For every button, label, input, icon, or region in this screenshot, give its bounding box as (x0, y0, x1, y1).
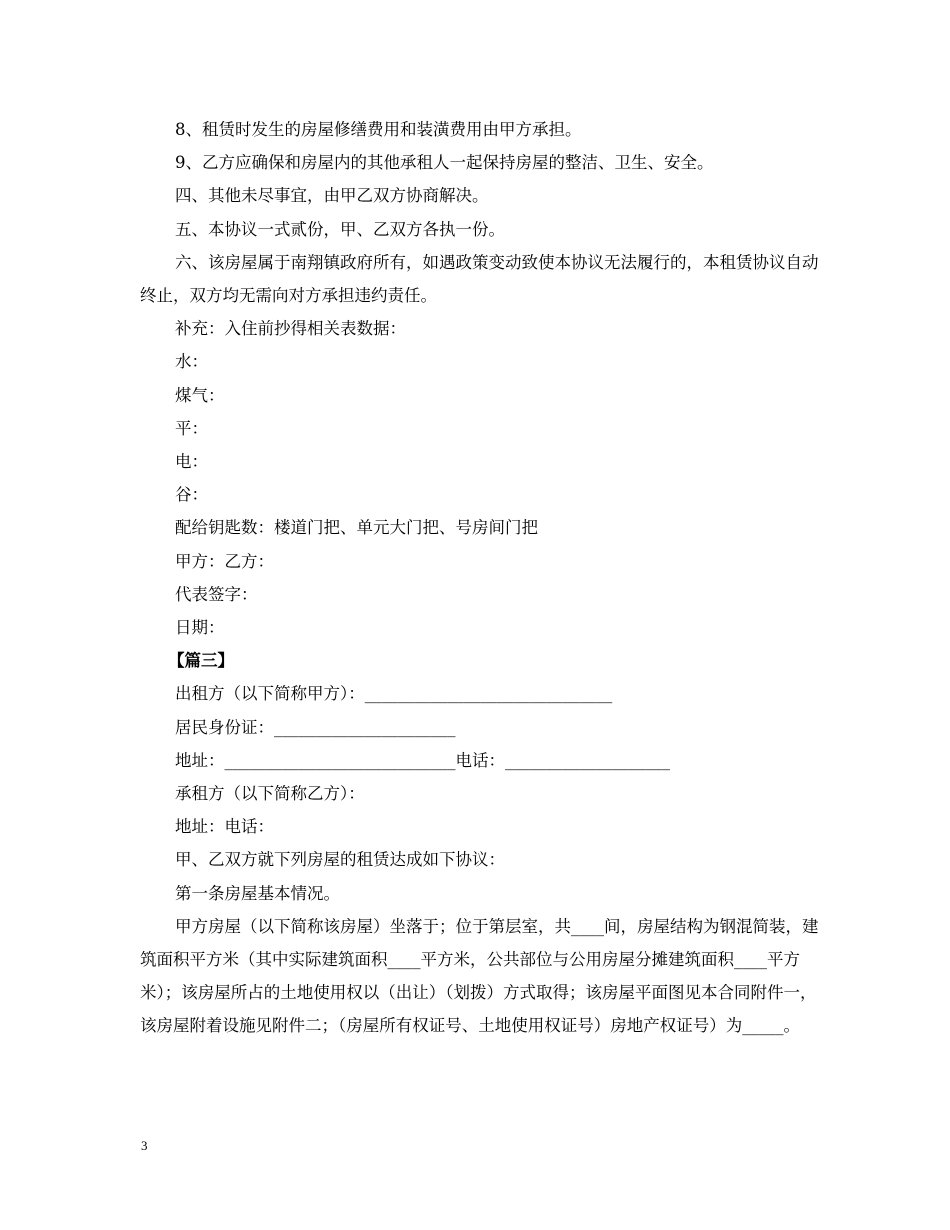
supplement-line: 补充：入住前抄得相关表数据： (175, 319, 406, 339)
meter-valley: 谷： (175, 485, 208, 505)
lessee-line: 承租方（以下简称乙方）： (175, 784, 365, 804)
section-4: 四、其他未尽事宜，由甲乙双方协商解决。 (175, 186, 489, 206)
lessee-address-line: 地址：电话： (175, 817, 274, 837)
date-line: 日期： (175, 618, 225, 638)
id-card-line: 居民身份证：______________________ (175, 717, 456, 737)
page-number: 3 (141, 1138, 148, 1153)
meter-gas: 煤气： (175, 385, 225, 405)
signature-line: 代表签字： (175, 584, 258, 604)
document-body (140, 113, 830, 1043)
article-1-body: 甲方房屋（以下简称该房屋）坐落于；位于第层室，共____间，房屋结构为钢混简装，建筑面积平方米（其中实际建筑面积____平方米，公共部位与公用房屋分摊建筑面积____平方米）；该房屋所占的土地使用权以（出让）（划拨）方式取得；该房屋平面图见本合同附件一，该房屋附着设施见附件二；（房屋所有权证号、土地使用权证号）房地产权证号）为_____。 (140, 916, 819, 1036)
keys-line: 配给钥匙数：楼道门把、单元大门把、号房间门把 (175, 518, 538, 538)
agreement-intro: 甲、乙双方就下列房屋的租赁达成如下协议： (175, 850, 505, 870)
chapter-heading: 【篇三】 (168, 651, 234, 671)
address-phone-line: 地址：____________________________电话：____________________ (175, 750, 670, 770)
section-5: 五、本协议一式贰份，甲、乙双方各执一份。 (175, 219, 505, 239)
lessor-line: 出租方（以下简称甲方）：______________________________ (175, 684, 613, 704)
meter-flat: 平： (175, 418, 208, 438)
meter-water: 水： (175, 352, 208, 372)
clause-8: 8、租赁时发生的房屋修缮费用和装潢费用由甲方承担。 (175, 120, 582, 139)
clause-9: 9、乙方应确保和房屋内的其他承租人一起保持房屋的整洁、卫生、安全。 (175, 153, 714, 173)
article-1-title: 第一条房屋基本情况。 (175, 883, 340, 903)
parties-line: 甲方：乙方： (175, 551, 274, 571)
section-6: 六、该房屋属于南翔镇政府所有，如遇政策变动致使本协议无法履行的，本租赁协议自动终止，双方均无需向对方承担违约责任。 (140, 252, 819, 306)
meter-electric: 电： (175, 452, 208, 472)
